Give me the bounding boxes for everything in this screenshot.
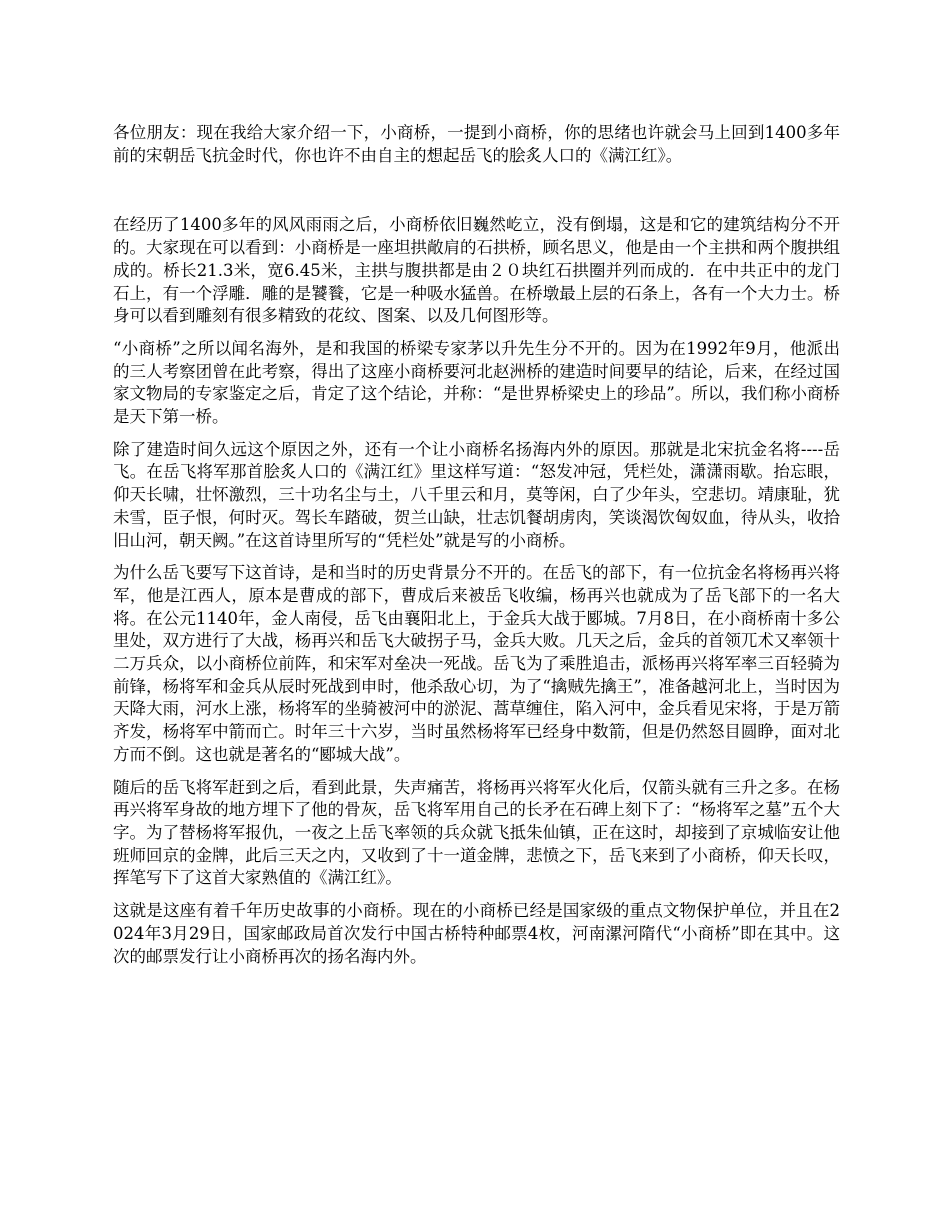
paragraph-conclusion: 这就是这座有着千年历史故事的小商桥。现在的小商桥已经是国家级的重点文物保护单位，并且在2024年3月29日，国家邮政局首次发行中国古桥特种邮票4枚，河南漯河隋代“小商桥”即在其中。这次的邮票发行让小商桥再次的扬名海内外。	[113, 901, 840, 966]
paragraph-structure: 在经历了1400多年的风风雨雨之后，小商桥依旧巍然屹立，没有倒塌，这是和它的建筑结构分不开的。大家现在可以看到：小商桥是一座坦拱敞肩的石拱桥，顾名思义，他是由一个主拱和两个腹拱组成的。桥长21.3米，宽6.45米，主拱与腹拱都是由２０块红石拱圈并列而成的．在中共正中的龙门石上，有一个浮雕．雕的是饕餮，它是一种吸水猛兽。在桥墩最上层的石条上，各有一个大力士。桥身可以看到雕刻有很多精致的花纹、图案、以及几何图形等。	[113, 215, 840, 326]
paragraph-yue-fei-poem: 除了建造时间久远这个原因之外，还有一个让小商桥名扬海内外的原因。那就是北宋抗金名将----岳飞。在岳飞将军那首脍炙人口的《满江红》里这样写道：“怒发冲冠，凭栏处，潇潇雨歇。抬忘眼，仰天长啸，壮怀激烈，三十功名尘与土，八千里云和月，莫等闲，白了少年头，空悲切。靖康耻，犹未雪，臣子恨，何时灭。驾长车踏破，贺兰山缺，壮志饥餐胡虏肉，笑谈渴饮匈奴血，待从头，收拾旧山河，朝天阙。”在这首诗里所写的“凭栏处”就是写的小商桥。	[113, 439, 840, 550]
paragraph-intro: 各位朋友：现在我给大家介绍一下，小商桥，一提到小商桥，你的思绪也许就会马上回到1400多年前的宋朝岳飞抗金时代，你也许不由自主的想起岳飞的脍炙人口的《满江红》。	[113, 123, 840, 165]
paragraph-history: 为什么岳飞要写下这首诗，是和当时的历史背景分不开的。在岳飞的部下，有一位抗金名将杨再兴将军，他是江西人，原本是曹成的部下，曹成后来被岳飞收编，杨再兴也就成为了岳飞部下的一名大将。在公元1140年，金人南侵，岳飞由襄阳北上，于金兵大战于郾城。7月8日，在小商桥南十多公里处，双方进行了大战，杨再兴和岳飞大破拐子马，金兵大败。几天之后，金兵的首领兀术又率领十二万兵众，以小商桥位前阵，和宋军对垒决一死战。岳飞为了乘胜追击，派杨再兴将军率三百轻骑为前锋，杨将军和金兵从辰时死战到申时，他杀敌心切，为了“擒贼先擒王”，准备越河北上，当时因为天降大雨，河水上涨，杨将军的坐骑被河中的淤泥、蒿草缠住，陷入河中，金兵看见宋将，于是万箭齐发，杨将军中箭而亡。时年三十六岁，当时虽然杨将军已经身中数箭，但是仍然怒目圆睁，面对北方而不倒。这也就是著名的“郾城大战”。	[113, 563, 840, 764]
paragraph-aftermath: 随后的岳飞将军赶到之后，看到此景，失声痛苦，将杨再兴将军火化后，仅箭头就有三升之多。在杨再兴将军身故的地方埋下了他的骨灰，岳飞将军用自己的长矛在石碑上刻下了：“杨将军之墓”五个大字。为了替杨将军报仇，一夜之上岳飞率领的兵众就飞抵朱仙镇，正在这时，却接到了京城临安让他班师回京的金牌，此后三天之内，又收到了十一道金牌，悲愤之下，岳飞来到了小商桥，仰天长叹，挥笔写下了这首大家熟值的《满江红》。	[113, 777, 840, 888]
paragraph-fame: “小商桥”之所以闻名海外，是和我国的桥梁专家茅以升先生分不开的。因为在1992年9月，他派出的三人考察团曾在此考察，得出了这座小商桥要河北赵洲桥的建造时间要早的结论，后来，在经过国家文物局的专家鉴定之后，肯定了这个结论，并称：“是世界桥梁史上的珍品”。所以，我们称小商桥是天下第一桥。	[113, 338, 840, 427]
document-body	[113, 122, 840, 978]
